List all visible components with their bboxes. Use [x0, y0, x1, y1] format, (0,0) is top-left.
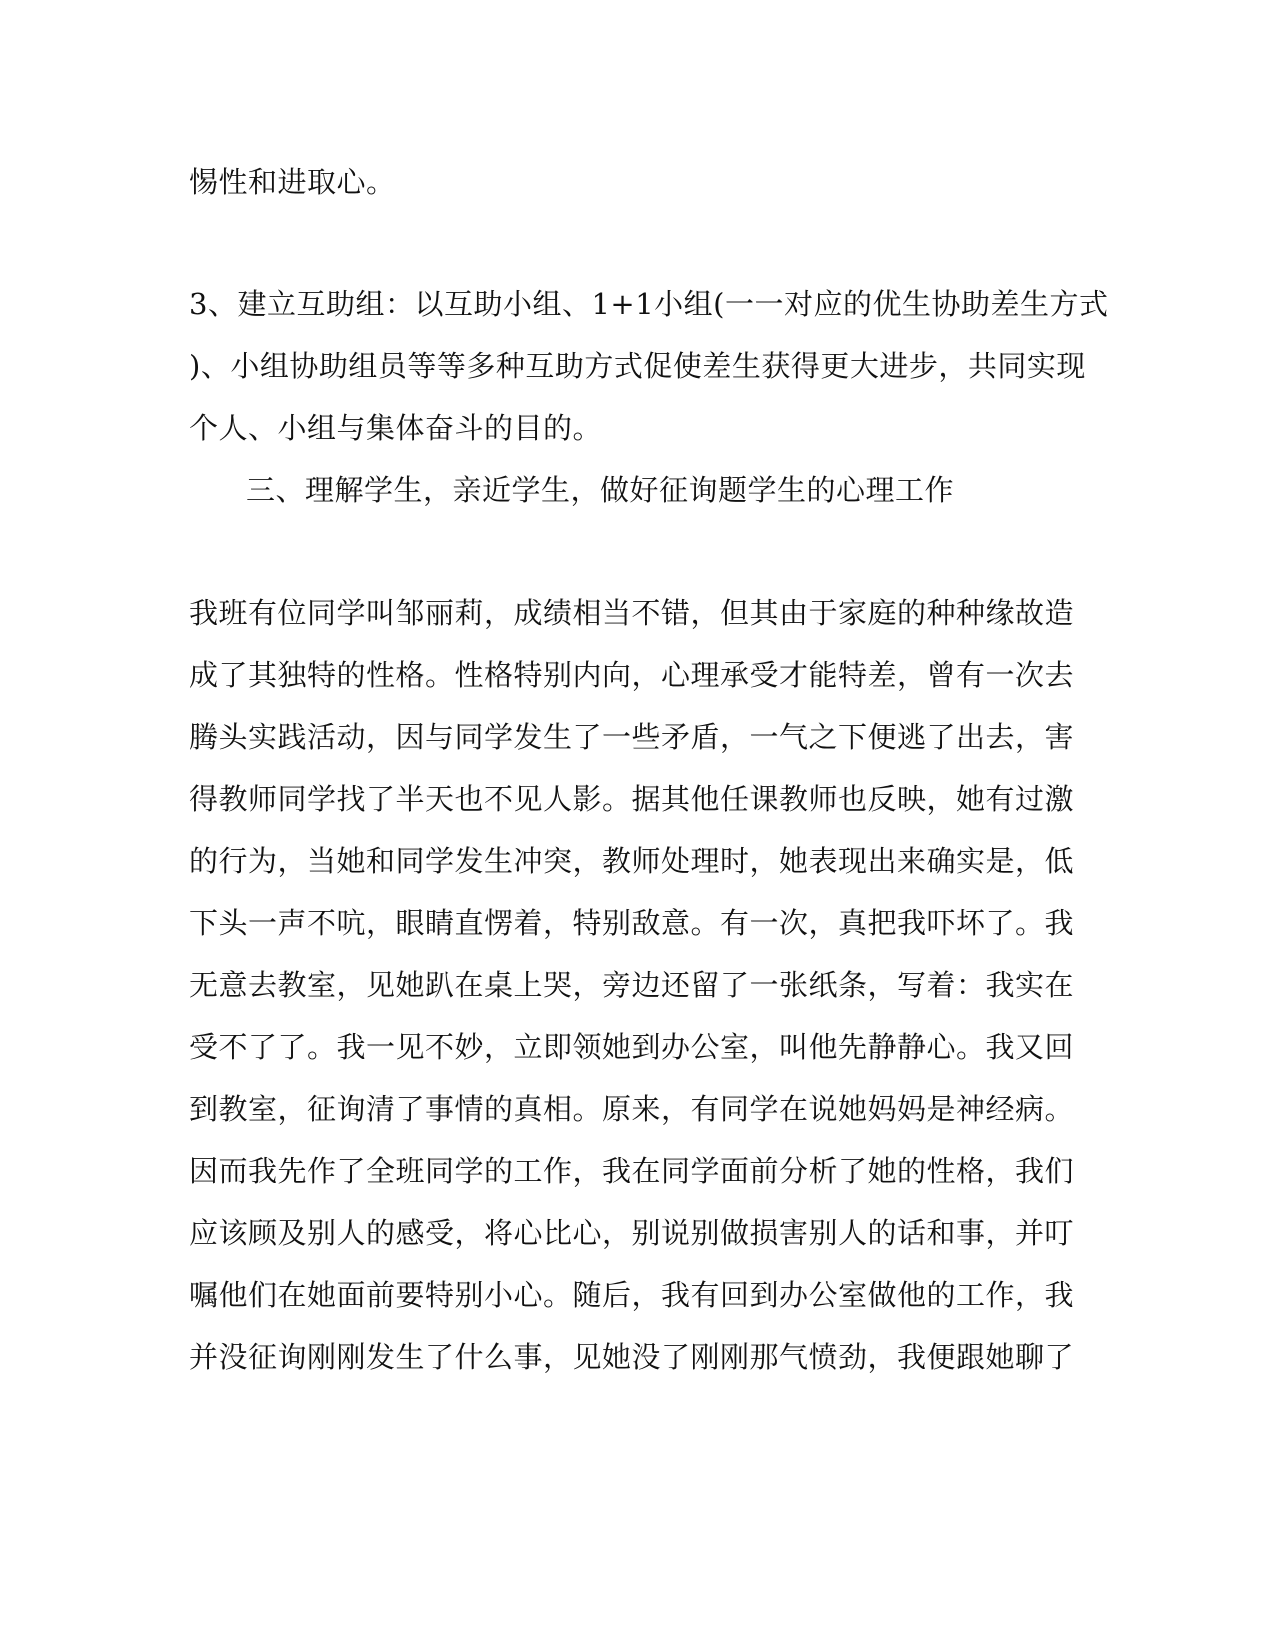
text-line: 嘱他们在她面前要特别小心。随后，我有回到办公室做他的工作，我 [189, 1278, 1075, 1312]
text-line: 腾头实践活动，因与同学发生了一些矛盾，一气之下便逃了出去，害 [189, 720, 1075, 754]
text-line: 到教室，征询清了事情的真相。原来，有同学在说她妈妈是神经病。 [189, 1092, 1075, 1126]
text-line: 下头一声不吭，眼睛直愣着，特别敌意。有一次，真把我吓坏了。我 [189, 906, 1075, 940]
text-line: )、小组协助组员等等多种互助方式促使差生获得更大进步，共同实现 [189, 349, 1086, 383]
text-line: 成了其独特的性格。性格特别内向，心理承受才能特差，曾有一次去 [189, 658, 1075, 692]
text-line: 的行为，当她和同学发生冲突，教师处理时，她表现出来确实是，低 [189, 844, 1075, 878]
text-line: 应该顾及别人的感受，将心比心，别说别做损害别人的话和事，并叮 [189, 1216, 1075, 1250]
text-line: 我班有位同学叫邹丽莉，成绩相当不错，但其由于家庭的种种缘故造 [189, 596, 1075, 630]
text-line: 3、建立互助组：以互助小组、1+1小组(一一对应的优生协助差生方式 [189, 287, 1109, 321]
text-line: 惕性和进取心。 [189, 165, 396, 199]
text-line: 因而我先作了全班同学的工作，我在同学面前分析了她的性格，我们 [189, 1154, 1075, 1188]
text-line: 无意去教室，见她趴在桌上哭，旁边还留了一张纸条，写着：我实在 [189, 968, 1075, 1002]
text-line: 并没征询刚刚发生了什么事，见她没了刚刚那气愤劲，我便跟她聊了 [189, 1340, 1075, 1374]
text-line: 得教师同学找了半天也不见人影。据其他任课教师也反映，她有过激 [189, 782, 1075, 816]
text-line: 受不了了。我一见不妙，立即领她到办公室，叫他先静静心。我又回 [189, 1030, 1075, 1064]
section-heading: 三、理解学生，亲近学生，做好征询题学生的心理工作 [246, 473, 955, 507]
text-line: 个人、小组与集体奋斗的目的。 [189, 411, 603, 445]
